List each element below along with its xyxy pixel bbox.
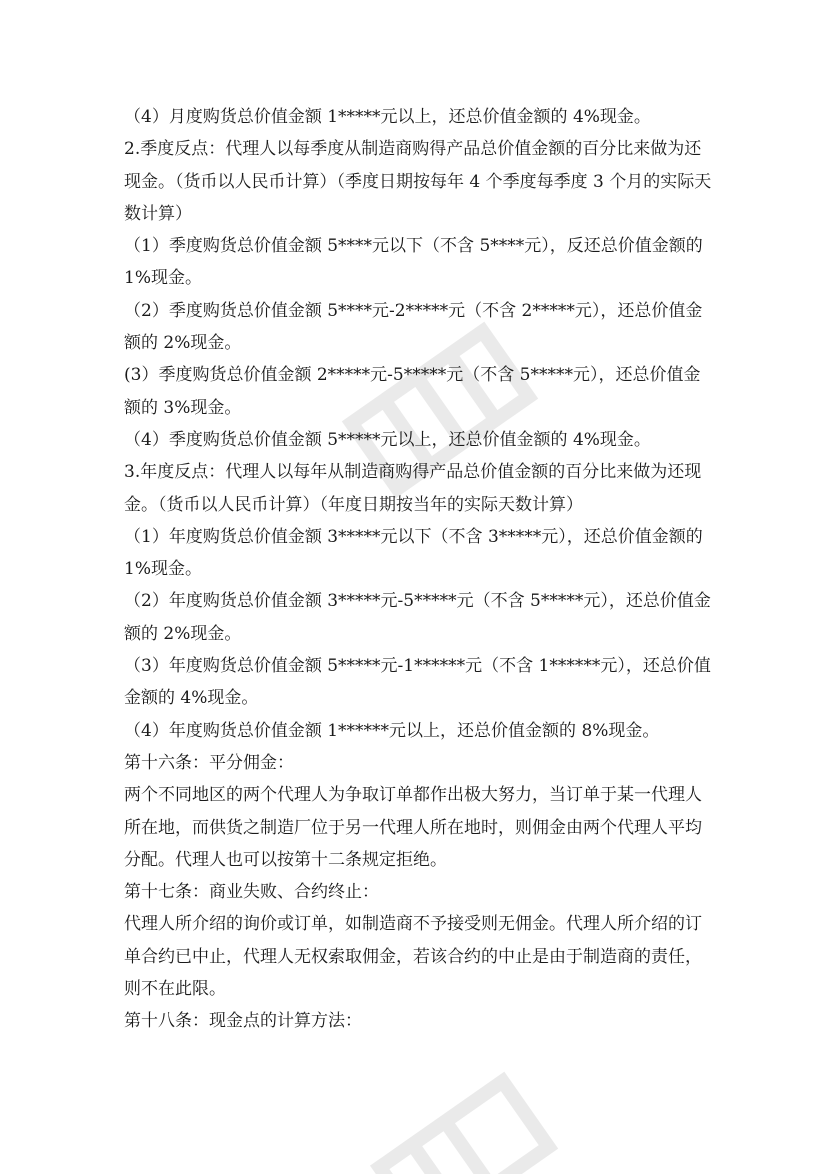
paragraph: 两个不同地区的两个代理人为争取订单都作出极大努力，当订单于某一代理人所在地，而供货之制造厂位于另一代理人所在地时，则佣金由两个代理人平均分配。代理人也可以按第十二条规定拒绝。	[124, 785, 702, 870]
paragraph: （1）年度购货总价值金额 3*****元以下（不含 3*****元），还总价值金额的 1%现金。	[124, 526, 703, 580]
paragraph: 2.季度反点：代理人以每季度从制造商购得产品总价值金额的百分比来做为还现金。（货币以人民币计算）（季度日期按每年 4 个季度每季度 3 个月的实际天数计算）	[124, 139, 712, 224]
paragraph: （2）季度购货总价值金额 5****元-2*****元（不含 2*****元），还总价值金额的 2%现金。	[124, 300, 703, 354]
paragraph: 代理人所介绍的询价或订单，如制造商不予接受则无佣金。代理人所介绍的订单合约已中止，代理人无权索取佣金，若该合约的中止是由于制造商的责任，则不在此限。	[124, 914, 702, 1000]
document-body	[124, 101, 714, 1038]
paragraph: （3）年度购货总价值金额 5*****元-1******元（不含 1******元），还总价值金额的 4%现金。	[124, 656, 711, 709]
paragraph: 3.年度反点：代理人以每年从制造商购得产品总价值金额的百分比来做为还现金。（货币以人民币计算）（年度日期按当年的实际天数计算）	[124, 462, 702, 515]
paragraph: （4）月度购货总价值金额 1*****元以上，还总价值金额的 4%现金。	[124, 107, 651, 127]
paragraph: （4）年度购货总价值金额 1******元以上，还总价值金额的 8%现金。	[124, 720, 660, 741]
paragraph: （2）年度购货总价值金额 3*****元-5*****元（不含 5*****元），还总价值金额的 2%现金。	[124, 591, 711, 644]
section-heading: 第十六条：平分佣金：	[124, 752, 294, 773]
section-heading: 第十八条：现金点的计算方法：	[124, 1011, 362, 1032]
section-heading: 第十七条：商业失败、合约终止：	[124, 882, 379, 903]
paragraph: (3）季度购货总价值金额 2*****元-5*****元（不含 5*****元），还总价值金额的 3%现金。	[124, 365, 701, 418]
paragraph: （4）季度购货总价值金额 5*****元以上，还总价值金额的 4%现金。	[124, 429, 651, 450]
watermark-icon	[360, 1060, 560, 1174]
paragraph: （1）季度购货总价值金额 5****元以下（不含 5****元），反还总价值金额的 1%现金。	[124, 236, 703, 289]
